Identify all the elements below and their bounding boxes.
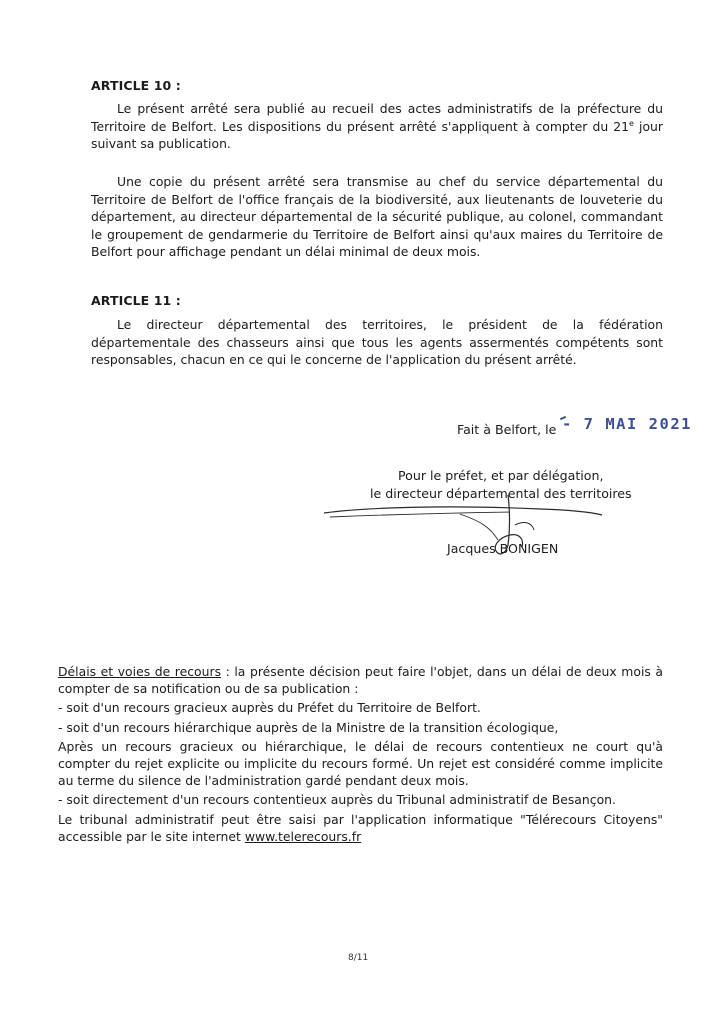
recours-item-gracieux: - soit d'un recours gracieux auprès du Préfet du Territoire de Belfort. [58, 700, 481, 716]
recours-item-contentieux: - soit directement d'un recours contentieux auprès du Tribunal administratif de Besançon. [58, 792, 616, 808]
recours-section [58, 663, 663, 845]
signature-delegation-line: Pour le préfet, et par délégation, [398, 468, 604, 483]
recours-intro [58, 663, 663, 697]
recours-intro-text: : la présente décision peut faire l'objet, dans un délai de deux mois à compter de sa notification ou de sa publication : [58, 664, 664, 697]
recours-item-hierarchique: - soit d'un recours hiérarchique auprès de la Ministre de la transition écologique, [58, 719, 559, 735]
page-number: 8/11 [348, 953, 369, 963]
article-10-paragraph-1 [91, 100, 663, 153]
signature-title-line: le directeur départemental des territoires [370, 486, 632, 501]
article-10-p1-sup: e [629, 118, 634, 128]
recours-title: Délais et voies de recours [58, 664, 222, 679]
telerecours-link[interactable]: www.telerecours.fr [244, 828, 362, 844]
recours-tribunal [58, 811, 663, 845]
date-stamp-text: 7 MAI 2021 [583, 415, 692, 433]
date-stamp: - 7 MAI 2021 [562, 415, 692, 433]
recours-tribunal-text: Le tribunal administratif peut être saisi par l'application informatique "Télérecours Citoyens" accessible par le site internet [58, 811, 663, 844]
article-11-paragraph-1 [91, 316, 663, 369]
article-10-p1-text-end: jour suivant sa publication. [91, 118, 663, 152]
article-11-heading: ARTICLE 11 : [91, 293, 181, 308]
article-10-heading: ARTICLE 10 : [91, 78, 181, 93]
article-10-p1-text: Le présent arrêté sera publié au recueil des actes administratifs de la préfecture du Territoire de Belfort. Les dispositions du présent arrêté s'appliquent à compter du 21 [91, 101, 663, 134]
article-10-paragraph-2 [91, 173, 663, 261]
article-10-p2-text: Une copie du présent arrêté sera transmise au chef du service départemental du Territoire de Belfort de l'office français de la biodiversité, aux lieutenants de louveterie du département, au directeur départemental de la sécurité publique, au colonel, commandant le groupement de gendarmerie du Territoire de Belfort ainsi qu'aux maires du Territoire de Belfort pour affichage pendant un délai minimal de deux mois. [91, 174, 663, 260]
signatory-name: Jacques BONIGEN [447, 541, 559, 556]
recours-after-text: Après un recours gracieux ou hiérarchique, le délai de recours contentieux ne court qu'à compter du rejet explicite ou implicite du recours formé. Un rejet est considéré comme implicite au terme du silence de l'administration gardé pendant deux mois. [58, 738, 663, 789]
article-11-p1-text: Le directeur départemental des territoires, le président de la fédération départementale des chasseurs ainsi que tous les agents assermentés compétents sont responsables, chacun en ce qui le concerne de l'application du présent arrêté. [91, 317, 663, 368]
place-date-label: Fait à Belfort, le [457, 422, 557, 437]
